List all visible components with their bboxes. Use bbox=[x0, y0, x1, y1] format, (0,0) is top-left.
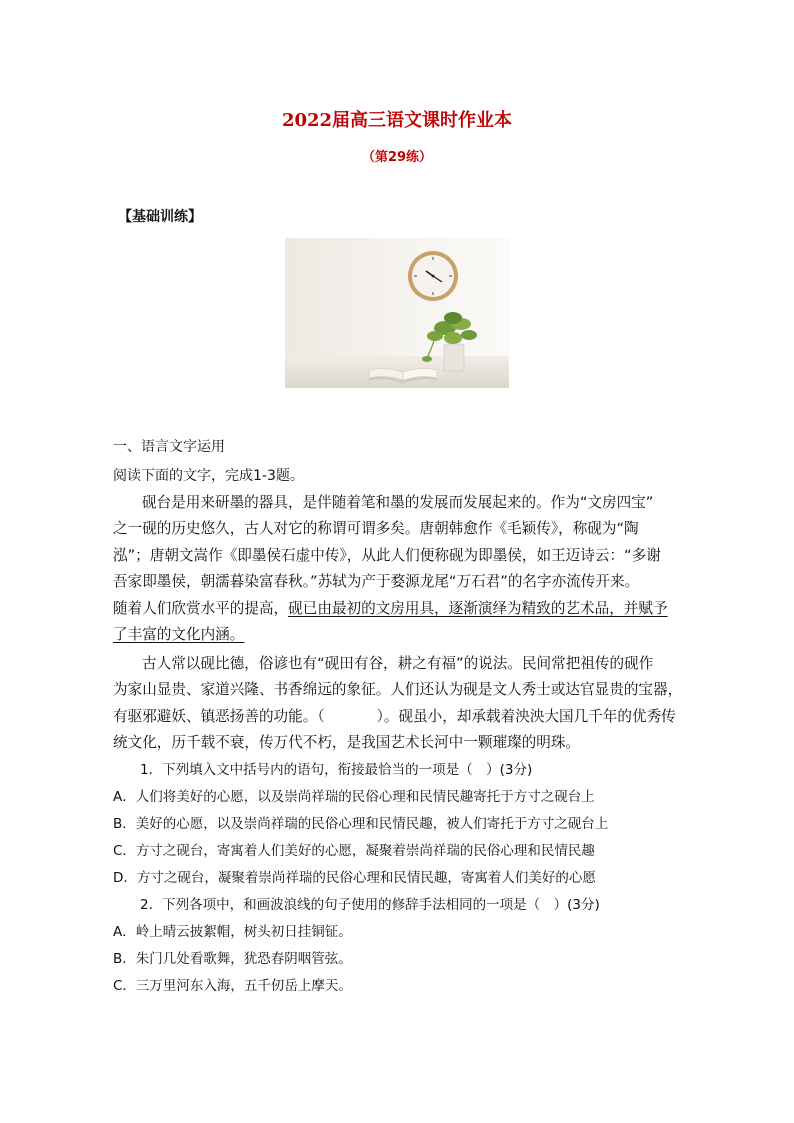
passage-line: 砚台是用来研墨的器具，是伴随着笔和墨的发展而发展起来的。作为“文房四宝” bbox=[142, 493, 654, 511]
question-option: A．人们将美好的心愿，以及崇尚祥瑞的民俗心理和民情民趣寄托于方寸之砚台上 bbox=[113, 788, 595, 805]
passage-line bbox=[113, 622, 683, 649]
page-title: 2022届高三语文课时作业本 bbox=[281, 110, 513, 131]
page-subtitle: （第29练） bbox=[361, 150, 433, 165]
question-1 bbox=[113, 757, 683, 892]
question-option: D．方寸之砚台，凝聚着崇尚祥瑞的民俗心理和民情民趣，寄寓着人们美好的心愿 bbox=[113, 869, 596, 886]
exercise-content bbox=[113, 432, 683, 1000]
passage-line: 之一砚的历史悠久，古人对它的称谓可谓多矣。唐朝韩愈作《毛颖传》，称砚为“陶 bbox=[113, 520, 639, 537]
passage-text: 随着人们欣赏水平的提高， bbox=[113, 599, 289, 617]
question-option: C．三万里河东入海，五千仞岳上摩天。 bbox=[113, 977, 352, 994]
passage-line bbox=[113, 704, 683, 731]
underlined-sentence: 砚已由最初的文房用具，逐渐演绎为精致的艺术品，并赋予 bbox=[288, 599, 668, 617]
question-option: B．朱门几处看歌舞，犹恐春阴咽管弦。 bbox=[113, 950, 352, 967]
passage-line: 泓”；唐朝文嵩作《即墨侯石虚中传》，从此人们便称砚为即墨侯，如王迈诗云：“多谢 bbox=[113, 546, 661, 564]
passage bbox=[113, 490, 683, 757]
question-stem: 2．下列各项中，和画波浪线的句子使用的修辞手法相同的一项是（ ）(3分) bbox=[140, 896, 600, 913]
illustration-clock-plant-book bbox=[285, 238, 509, 388]
passage-text: 有驱邪避妖、镇恶扬善的功能。（ bbox=[113, 707, 325, 725]
passage-line: 为家山显贵、家道兴隆、书香绵远的象征。人们还认为砚是文人秀士或达官显贵的宝器， bbox=[113, 681, 683, 698]
passage-line: 古人常以砚比德，俗谚也有“砚田有谷，耕之有福”的说法。民间常把祖传的砚作 bbox=[142, 654, 654, 672]
passage-text: ）。砚虽小，却承载着泱泱大国几千年的优秀传 bbox=[376, 707, 676, 725]
section-basic-label: 【基础训练】 bbox=[118, 209, 202, 225]
question-option: A．岭上晴云披絮帽，树头初日挂铜钲。 bbox=[113, 923, 352, 940]
question-stem: 1．下列填入文中括号内的语句，衔接最恰当的一项是（ ）(3分) bbox=[140, 761, 533, 778]
clock-icon bbox=[408, 251, 458, 301]
question-option: C．方寸之砚台，寄寓着人们美好的心愿，凝聚着崇尚祥瑞的民俗心理和民情民趣 bbox=[113, 842, 595, 859]
passage-line: 统文化，历千载不衰，传万代不朽，是我国艺术长河中一颗璀璨的明珠。 bbox=[113, 734, 581, 751]
passage-line: 吾家即墨侯，朝濡暮染富春秋。”苏轼为产于婺源龙尾“万石君”的名字亦流传开来。 bbox=[113, 573, 640, 590]
passage-line bbox=[113, 596, 683, 623]
question-option: B．美好的心愿，以及崇尚祥瑞的民俗心理和民情民趣，被人们寄托于方寸之砚台上 bbox=[113, 815, 609, 832]
reading-instruction: 阅读下面的文字，完成1-3题。 bbox=[113, 468, 304, 484]
question-2 bbox=[113, 892, 683, 1000]
underlined-sentence: 了丰富的文化内涵。 bbox=[113, 626, 245, 643]
section-heading: 一、语言文字运用 bbox=[113, 439, 225, 455]
